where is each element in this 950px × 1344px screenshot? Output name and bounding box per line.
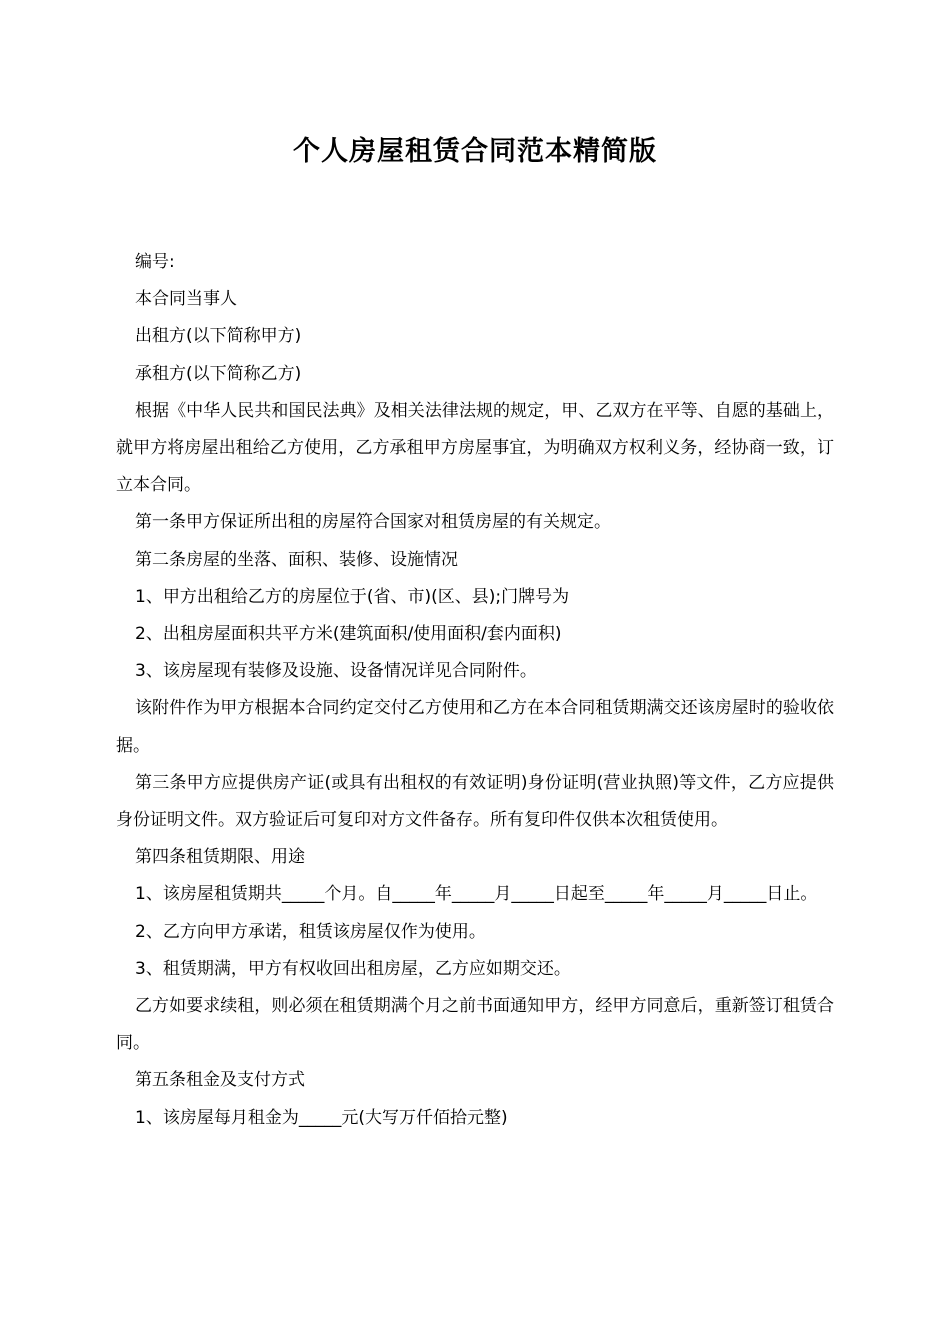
article-2-item-2: 2、出租房屋面积共平方米(建筑面积/使用面积/套内面积) [135, 624, 562, 645]
article-1: 第一条甲方保证所出租的房屋符合国家对租赁房屋的有关规定。 [135, 512, 611, 533]
lessor-line: 出租方(以下简称甲方) [135, 326, 302, 347]
article-4-item-1: 1、该房屋租赁期共_____个月。自_____年_____月_____日起至_____年_____月_____日止。 [135, 884, 818, 905]
article-4-heading: 第四条租赁期限、用途 [135, 847, 305, 868]
article-4-item-2: 2、乙方向甲方承诺，租赁该房屋仅作为使用。 [135, 921, 486, 942]
lessee-line: 承租方(以下简称乙方) [135, 363, 302, 384]
document-title: 个人房屋租赁合同范本精简版 [293, 136, 657, 167]
preamble-paragraph: 根据《中华人民共和国民法典》及相关法律法规的规定，甲、乙双方在平等、自愿的基础上，就甲方将房屋出租给乙方使用，乙方承租甲方房屋事宜，为明确双方权利义务，经协商一致，订立本合同。 [116, 400, 834, 496]
renewal-paragraph: 乙方如要求续租，则必须在租赁期满个月之前书面通知甲方，经甲方同意后，重新签订租赁合同。 [116, 996, 834, 1054]
article-3: 第三条甲方应提供房产证(或具有出租权的有效证明)身份证明(营业执照)等文件，乙方应提供身份证明文件。双方验证后可复印对方文件备存。所有复印件仅供本次租赁使用。 [116, 772, 834, 831]
contract-number-line: 编号: [135, 252, 175, 272]
article-2-item-1: 1、甲方出租给乙方的房屋位于(省、市)(区、县);门牌号为 [135, 586, 570, 607]
article-4-item-3: 3、租赁期满，甲方有权收回出租房屋，乙方应如期交还。 [135, 958, 571, 979]
document-body [116, 244, 834, 1137]
article-2-heading: 第二条房屋的坐落、面积、装修、设施情况 [135, 549, 458, 570]
attachment-paragraph: 该附件作为甲方根据本合同约定交付乙方使用和乙方在本合同租赁期满交还该房屋时的验收依据。 [116, 698, 834, 756]
parties-heading: 本合同当事人 [135, 289, 237, 310]
article-5-heading: 第五条租金及支付方式 [135, 1070, 305, 1091]
article-5-item-1: 1、该房屋每月租金为_____元(大写万仟佰拾元整) [135, 1107, 508, 1128]
article-2-item-3: 3、该房屋现有装修及设施、设备情况详见合同附件。 [135, 661, 537, 682]
